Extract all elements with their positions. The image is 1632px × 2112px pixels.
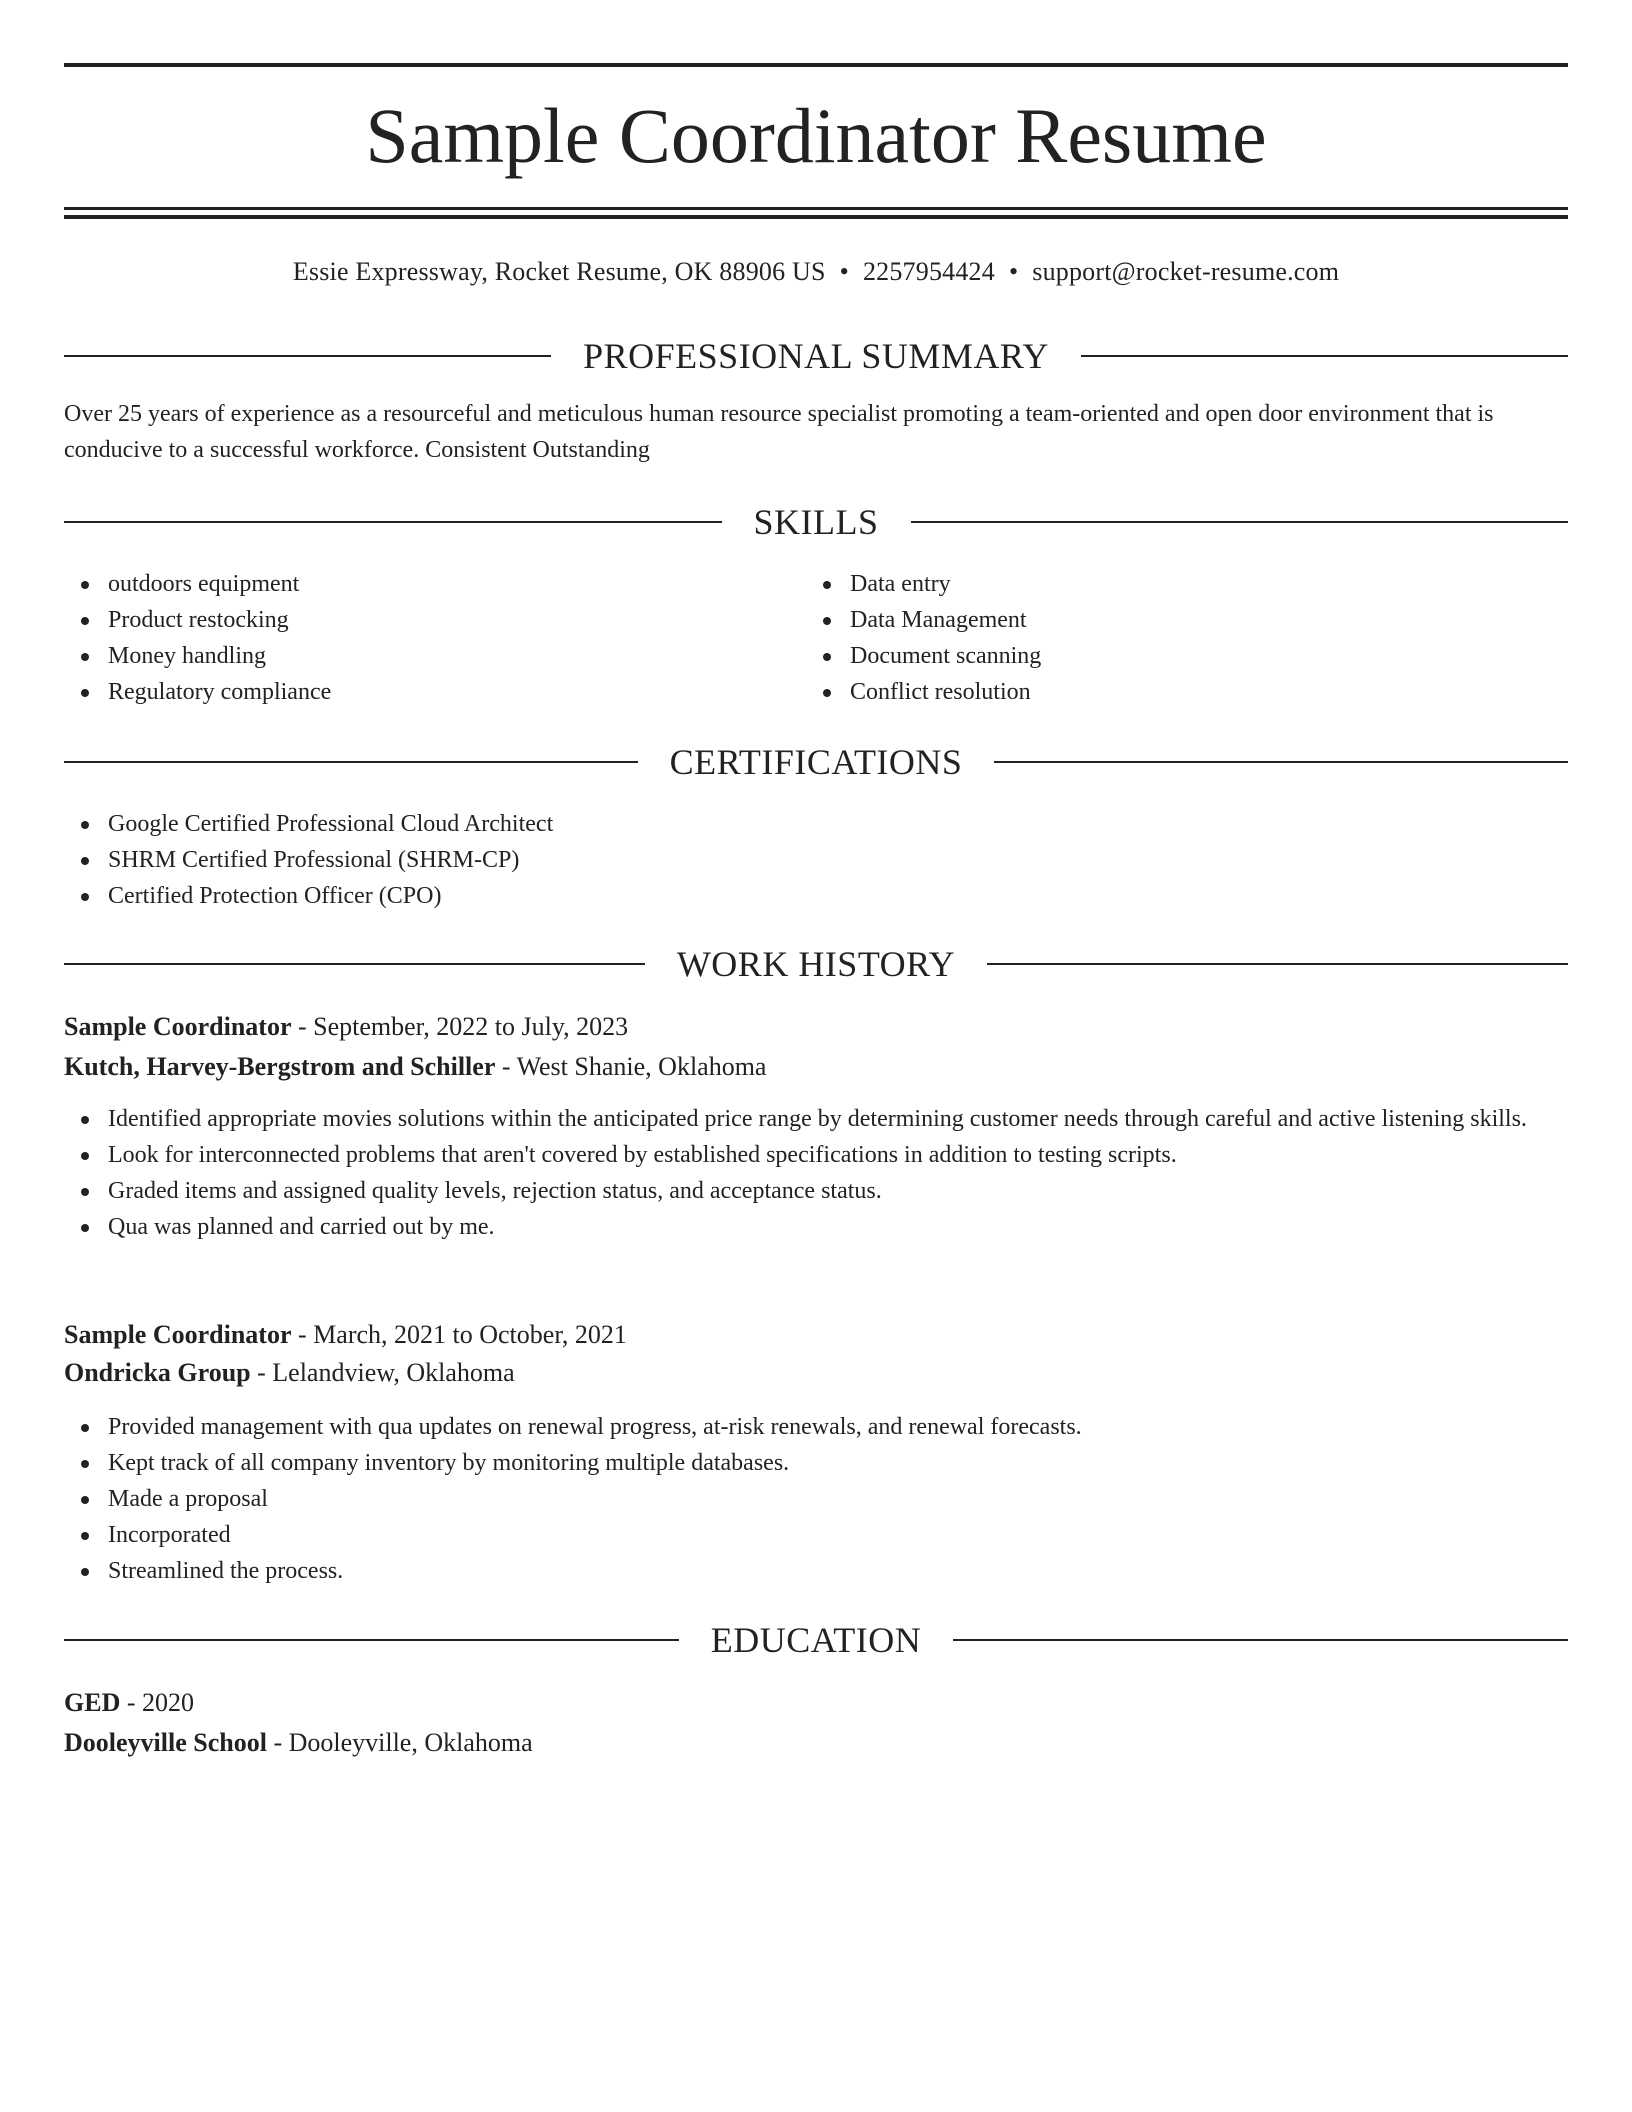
job-duty-item: Made a proposal [64,1481,1568,1517]
divider-line [987,963,1568,965]
job-title-line [64,1008,628,1046]
divider-line [64,761,638,763]
education-degree: GED [64,1688,121,1717]
divider-line [64,1639,679,1641]
divider-line [64,963,645,965]
title-rule-lower [64,215,1568,219]
section-heading-work-history [64,939,1568,989]
skills-list-right [806,566,1546,710]
section-heading-summary [64,331,1568,381]
section-heading-skills [64,497,1568,547]
job-company-line [64,1354,515,1392]
divider-line [911,521,1569,523]
job-duty-item: Qua was planned and carried out by me. [64,1209,1568,1245]
skill-item: Product restocking [64,602,804,638]
certification-item: SHRM Certified Professional (SHRM-CP) [64,842,1568,878]
education-school-line [64,1724,533,1762]
section-title: SKILLS [753,502,879,542]
skill-item: Document scanning [806,638,1546,674]
divider-line [994,761,1568,763]
job-title: Sample Coordinator [64,1320,292,1349]
certifications-list [64,806,1568,914]
section-title: PROFESSIONAL SUMMARY [583,336,1049,376]
section-title: CERTIFICATIONS [669,742,963,782]
job-dates: - September, 2022 to July, 2023 [291,1012,629,1041]
job-company: Ondricka Group [64,1358,251,1387]
job-duty-item: Provided management with qua updates on renewal progress, at-risk renewals, and renewal forecasts. [64,1409,1568,1445]
job-title-line [64,1316,627,1354]
job-duty-item: Kept track of all company inventory by monitoring multiple databases. [64,1445,1568,1481]
contact-line [64,252,1568,292]
education-school: Dooleyville School [64,1728,267,1757]
skill-item: Money handling [64,638,804,674]
contact-separator: • [839,257,849,286]
job-duty-item: Look for interconnected problems that aren't covered by established specifications in addition to testing scripts. [64,1137,1568,1173]
certification-item: Google Certified Professional Cloud Architect [64,806,1568,842]
job-location: - Lelandview, Oklahoma [250,1358,515,1387]
job-duty-item: Identified appropriate movies solutions within the anticipated price range by determining customer needs through careful and active listening skills. [64,1101,1568,1137]
section-heading-certifications [64,737,1568,787]
section-title: WORK HISTORY [676,944,956,984]
job-company-line [64,1048,766,1086]
divider-line [1081,355,1568,357]
contact-email: support@rocket-resume.com [1032,257,1340,286]
skill-item: Data entry [806,566,1546,602]
job-location: - West Shanie, Oklahoma [495,1052,767,1081]
skill-item: Conflict resolution [806,674,1546,710]
job-duties-list [64,1409,1568,1589]
contact-address: Essie Expressway, Rocket Resume, OK 88906 US [292,257,826,286]
top-rule [64,63,1568,67]
education-location: - Dooleyville, Oklahoma [266,1728,533,1757]
certification-item: Certified Protection Officer (CPO) [64,878,1568,914]
job-duty-item: Graded items and assigned quality levels, rejection status, and acceptance status. [64,1173,1568,1209]
section-heading-education [64,1615,1568,1665]
job-duty-item: Incorporated [64,1517,1568,1553]
job-dates: - March, 2021 to October, 2021 [291,1320,627,1349]
resume-title: Sample Coordinator Resume [365,92,1267,179]
divider-line [953,1639,1568,1641]
skill-item: Data Management [806,602,1546,638]
job-duties-list [64,1101,1568,1245]
job-duty-item: Streamlined the process. [64,1553,1568,1589]
divider-line [64,355,551,357]
title-rule-upper [64,207,1568,210]
summary-text: Over 25 years of experience as a resourceful and meticulous human resource specialist promoting a team-oriented and open door environment that is conducive to a successful workforce. Consistent Outstanding [64,401,1494,463]
job-company: Kutch, Harvey-Bergstrom and Schiller [64,1052,496,1081]
contact-phone: 2257954424 [862,257,995,286]
contact-separator: • [1008,257,1019,286]
education-degree-line [64,1684,194,1722]
skills-list-left [64,566,804,710]
education-year: - 2020 [120,1688,195,1717]
section-title: EDUCATION [710,1620,922,1660]
divider-line [64,521,722,523]
skill-item: outdoors equipment [64,566,804,602]
skill-item: Regulatory compliance [64,674,804,710]
job-title: Sample Coordinator [64,1012,292,1041]
